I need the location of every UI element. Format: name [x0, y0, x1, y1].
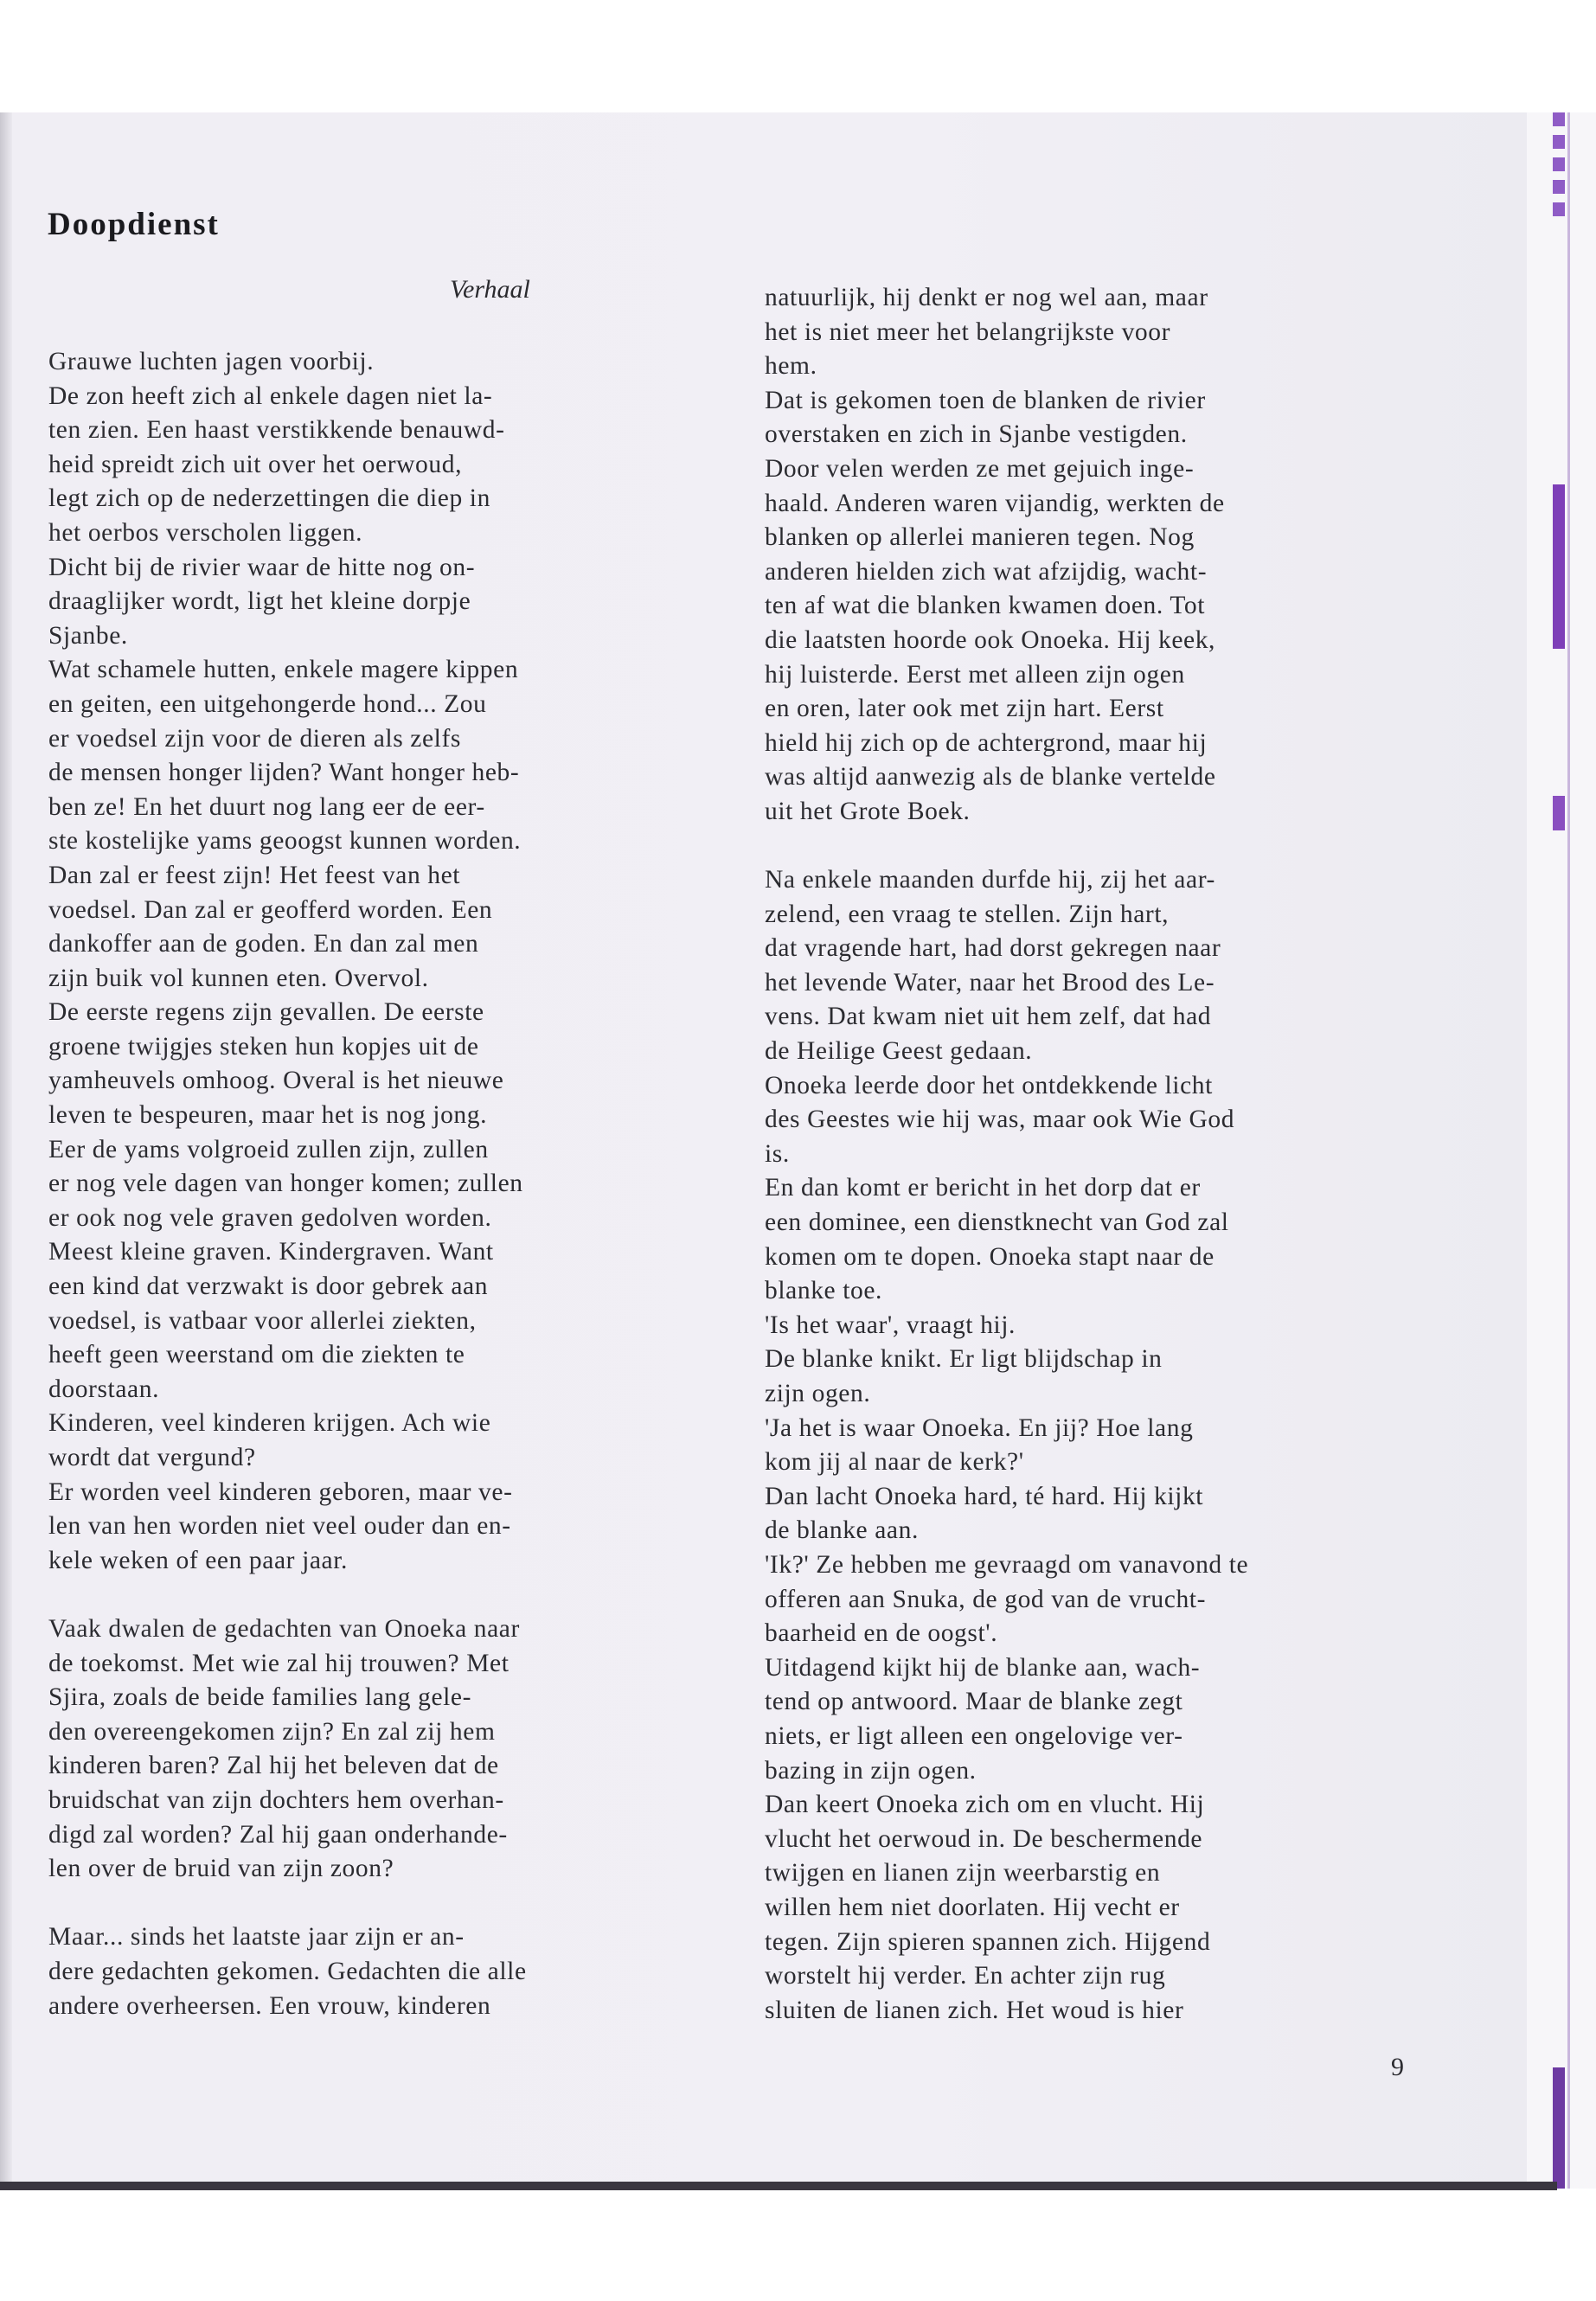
text-column-left: [48, 345, 706, 2023]
text-line: 'Ja het is waar Onoeka. En jij? Hoe lang: [765, 1413, 1194, 1442]
text-line: Dat is gekomen toen de blanken de rivier: [765, 386, 1206, 414]
text-line: de toekomst. Met wie zal hij trouwen? Met: [48, 1649, 510, 1677]
text-line: twijgen en lianen zijn weerbarstig en: [765, 1859, 1161, 1888]
text-column-right: [765, 281, 1422, 2028]
text-line: dere gedachten gekomen. Gedachten die alle: [48, 1957, 527, 1985]
paragraph-gap: [48, 1887, 706, 1921]
text-line: natuurlijk, hij denkt er nog wel aan, maar: [765, 284, 1208, 311]
text-line: De eerste regens zijn gevallen. De eerste: [48, 998, 484, 1027]
text-line: de Heilige Geest gedaan.: [765, 1037, 1033, 1066]
text-line: vens. Dat kwam niet uit hem zelf, dat had: [765, 1003, 1212, 1031]
text-line: een dominee, een dienstknecht van God zal: [765, 1208, 1229, 1237]
text-line: komen om te dopen. Onoeka stapt naar de: [765, 1242, 1215, 1271]
text-line: worstelt hij verder. En achter zijn rug: [765, 1962, 1166, 1990]
text-line: sluiten de lianen zich. Het woud is hier: [765, 1996, 1184, 2024]
book-edge: [1527, 112, 1596, 2189]
paragraph-gap: [48, 1578, 706, 1612]
text-line: wordt dat vergund?: [48, 1444, 256, 1471]
text-line: Grauwe luchten jagen voorbij.: [48, 348, 375, 375]
text-line: de blanke aan.: [765, 1516, 919, 1545]
text-line: ten zien. Een haast verstikkende benauwd-: [48, 416, 505, 445]
text-line: anderen hielden zich wat afzijdig, wacht-: [765, 557, 1208, 586]
section-subtitle: Verhaal: [450, 275, 530, 304]
text-line: Eer de yams volgroeid zullen zijn, zullen: [48, 1135, 489, 1163]
text-line: dat vragende hart, had dorst gekregen naar: [765, 934, 1221, 963]
text-line: die laatsten hoorde ook Onoeka. Hij keek,: [765, 625, 1216, 654]
text-line: het levende Water, naar het Brood des Le-: [765, 968, 1215, 997]
text-line: heeft geen weerstand om die ziekten te: [48, 1341, 465, 1369]
text-line: Er worden veel kinderen geboren, maar ve-: [48, 1477, 513, 1506]
page-bottom-edge: [0, 2182, 1557, 2190]
page-number: 9: [1391, 2053, 1404, 2081]
book-spine-marker: [1553, 796, 1565, 830]
book-edge-line: [1567, 112, 1570, 2189]
text-line: overstaken en zich in Sjanbe vestigden.: [765, 420, 1188, 449]
text-line: den overeengekomen zijn? En zal zij hem: [48, 1717, 496, 1746]
text-line: zijn ogen.: [765, 1380, 871, 1407]
text-line: voedsel, is vatbaar voor allerlei ziekten,: [48, 1306, 477, 1335]
text-line: offeren aan Snuka, de god van de vrucht-: [765, 1585, 1207, 1613]
text-line: zelend, een vraag te stellen. Zijn hart,: [765, 900, 1170, 928]
text-line: yamheuvels omhoog. Overal is het nieuwe: [48, 1067, 504, 1095]
text-line: tegen. Zijn spieren spannen zich. Hijgend: [765, 1927, 1211, 1956]
text-line: Meest kleine graven. Kindergraven. Want: [48, 1238, 494, 1266]
text-line: een kind dat verzwakt is door gebrek aan: [48, 1272, 489, 1301]
text-line: uit het Grote Boek.: [765, 797, 971, 825]
book-spine-marker: [1553, 2067, 1565, 2189]
text-line: Dan zal er feest zijn! Het feest van het: [48, 861, 461, 889]
text-line: len van hen worden niet veel ouder dan en-: [48, 1512, 511, 1541]
text-line: kele weken of een paar jaar.: [48, 1546, 349, 1574]
text-line: blanke toe.: [765, 1277, 883, 1305]
text-line: het oerbos verscholen liggen.: [48, 518, 363, 547]
text-line: des Geestes wie hij was, maar ook Wie God: [765, 1106, 1235, 1134]
text-line: En dan komt er bericht in het dorp dat er: [765, 1174, 1201, 1202]
text-line: voedsel. Dan zal er geofferd worden. Een: [48, 895, 493, 924]
text-line: hield hij zich op de achtergrond, maar hij: [765, 728, 1208, 757]
text-line: hem.: [765, 352, 817, 381]
text-line: er ook nog vele graven gedolven worden.: [48, 1203, 492, 1232]
page-binding-edge: [0, 112, 12, 2189]
text-line: tend op antwoord. Maar de blanke zegt: [765, 1688, 1183, 1716]
text-line: ste kostelijke yams geoogst kunnen worden.: [48, 827, 522, 856]
text-line: haald. Anderen waren vijandig, werkten de: [765, 489, 1225, 517]
text-line: kom jij al naar de kerk?': [765, 1448, 1024, 1477]
text-line: het is niet meer het belangrijkste voor: [765, 317, 1171, 346]
text-line: dankoffer aan de goden. En dan zal men: [48, 930, 479, 958]
text-line: Dicht bij de rivier waar de hitte nog on-: [48, 553, 476, 581]
book-spine-marker: [1553, 112, 1565, 216]
text-line: Dan lacht Onoeka hard, té hard. Hij kijkt: [765, 1482, 1204, 1510]
text-line: Sjira, zoals de beide families lang gele-: [48, 1683, 472, 1712]
text-line: blanken op allerlei manieren tegen. Nog: [765, 523, 1195, 552]
text-line: niets, er ligt alleen een ongelovige ver-: [765, 1721, 1183, 1750]
text-line: len over de bruid van zijn zoon?: [48, 1855, 394, 1883]
text-line: er nog vele dagen van honger komen; zullen: [48, 1170, 523, 1198]
text-line: De zon heeft zich al enkele dagen niet la-: [48, 381, 493, 410]
text-line: ten af wat die blanken kwamen doen. Tot: [765, 592, 1206, 620]
text-line: De blanke knikt. Er ligt blijdschap in: [765, 1345, 1163, 1374]
text-line: Onoeka leerde door het ontdekkende licht: [765, 1071, 1213, 1099]
text-line: Kinderen, veel kinderen krijgen. Ach wie: [48, 1409, 491, 1438]
text-line: draaglijker wordt, ligt het kleine dorpje: [48, 587, 471, 616]
book-spine-marker: [1553, 484, 1565, 649]
text-line: baarheid en de oogst'.: [765, 1619, 998, 1648]
text-line: Uitdagend kijkt hij de blanke aan, wach-: [765, 1653, 1201, 1682]
text-line: de mensen honger lijden? Want honger heb-: [48, 759, 520, 787]
text-line: 'Is het waar', vraagt hij.: [765, 1311, 1016, 1339]
text-line: bruidschat van zijn dochters hem overhan-: [48, 1785, 504, 1814]
text-line: hij luisterde. Eerst met alleen zijn ogen: [765, 660, 1185, 689]
page-title: Doopdienst: [48, 207, 220, 242]
text-line: Vaak dwalen de gedachten van Onoeka naar: [48, 1614, 520, 1643]
text-line: vlucht het oerwoud in. De beschermende: [765, 1824, 1203, 1853]
text-line: legt zich op de nederzettingen die diep in: [48, 484, 490, 513]
text-line: Door velen werden ze met gejuich inge-: [765, 454, 1195, 483]
text-line: was altijd aanwezig als de blanke vertelde: [765, 763, 1216, 792]
text-line: groene twijgjes steken hun kopjes uit de: [48, 1032, 479, 1061]
text-line: zijn buik vol kunnen eten. Overvol.: [48, 964, 429, 992]
text-line: willen hem niet doorlaten. Hij vecht er: [765, 1893, 1180, 1921]
text-line: heid spreidt zich uit over het oerwoud,: [48, 450, 463, 478]
text-line: andere overheersen. Een vrouw, kinderen: [48, 1991, 491, 2020]
text-line: kinderen baren? Zal hij het beleven dat de: [48, 1752, 499, 1780]
text-line: en geiten, een uitgehongerde hond... Zou: [48, 689, 487, 718]
paragraph-gap: [765, 830, 1422, 864]
text-line: Na enkele maanden durfde hij, zij het aar-: [765, 866, 1215, 894]
text-line: leven te bespeuren, maar het is nog jong.: [48, 1101, 488, 1130]
text-line: 'Ik?' Ze hebben me gevraagd om vanavond te: [765, 1550, 1249, 1579]
text-line: ben ze! En het duurt nog lang eer de eer-: [48, 792, 485, 821]
text-line: Maar... sinds het laatste jaar zijn er an-: [48, 1923, 465, 1952]
text-line: Sjanbe.: [48, 621, 128, 650]
text-line: en oren, later ook met zijn hart. Eerst: [765, 695, 1164, 723]
text-line: er voedsel zijn voor de dieren als zelfs: [48, 724, 461, 753]
text-line: Dan keert Onoeka zich om en vlucht. Hij: [765, 1791, 1205, 1819]
text-line: Wat schamele hutten, enkele magere kippen: [48, 656, 519, 684]
text-line: digd zal worden? Zal hij gaan onderhande-: [48, 1820, 508, 1849]
text-line: bazing in zijn ogen.: [765, 1756, 977, 1785]
text-line: is.: [765, 1139, 790, 1168]
text-line: doorstaan.: [48, 1375, 160, 1403]
